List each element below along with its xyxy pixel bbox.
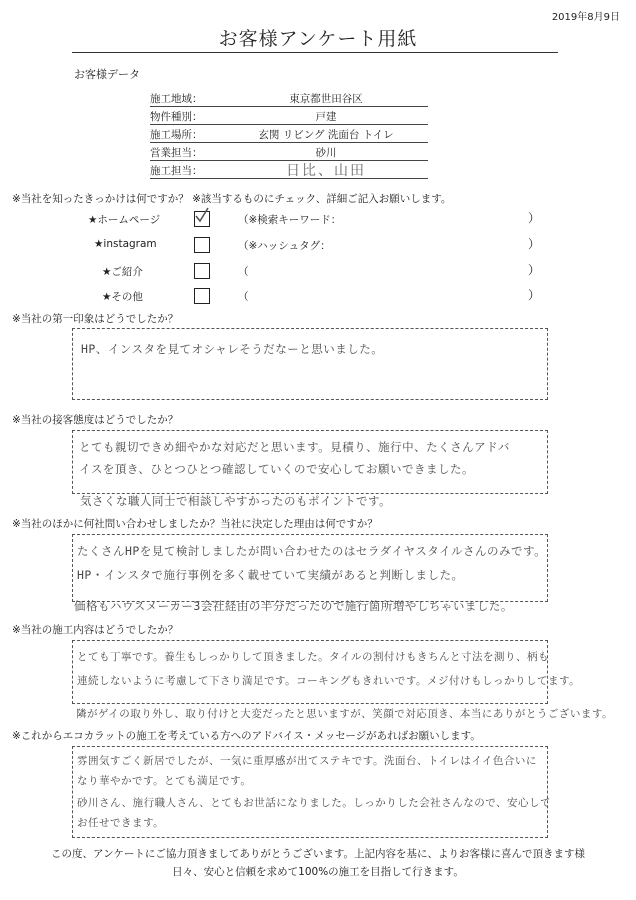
option-label-homepage: ★ホームページ	[88, 214, 161, 226]
info-label: 施工担当：	[150, 165, 203, 177]
info-value: 戸建	[315, 111, 337, 123]
answer-line: HP、インスタを見てオシャレそうだなーと思いました。	[81, 342, 384, 356]
detail-open-paren: （	[238, 291, 249, 303]
info-value: 東京都世田谷区	[289, 93, 363, 105]
info-value: 砂川	[315, 147, 337, 159]
detail-close-paren: ）	[528, 263, 541, 277]
footer-message-line1: この度、アンケートにご協力頂きましてありがとうございます。上記内容を基に、よりお客様に喜んで頂きます様	[50, 848, 586, 860]
detail-open-paren: （	[238, 266, 249, 278]
answer-line: 連続しないように考慮して下さり満足です。コーキングもきれいです。メジ付けもしっかりしてます。	[77, 675, 581, 687]
answer-line-overflow: 価格もハウスメーカー3会社経由の半分だったので施行箇所増やしちゃいました。	[74, 599, 513, 613]
info-row-location	[150, 124, 428, 143]
homepage-checkbox[interactable]	[194, 211, 210, 227]
answer-line: 砂川さん、施行職人さん、とてもお世話になりました。しっかりした会社さんなので、安心して	[77, 797, 552, 809]
info-row-area	[150, 88, 428, 107]
q5-question: ※当社の施工内容はどうでしたか？	[12, 624, 179, 636]
info-value: 玄関 リビング 洗面台 トイレ	[258, 129, 394, 141]
survey-date: 2019年8月9日	[551, 12, 620, 23]
q1-question: ※当社を知ったきっかけは何ですか？ ※該当するものにチェック、詳細ご記入お願いします。	[12, 193, 452, 205]
info-label: 施工地域：	[150, 93, 203, 105]
check-mark-icon	[193, 207, 211, 225]
answer-line: なり華やかです。とても満足です。	[77, 775, 252, 787]
q4-question: ※当社のほかに何社問い合わせしましたか？当社に決定した理由は何ですか？	[12, 518, 378, 530]
answer-line: とても丁寧です。養生もしっかりして頂きました。タイルの割付けもきちんと寸法を測り、柄も	[77, 651, 549, 663]
info-row-property-type	[150, 106, 428, 125]
option-label-other: ★その他	[102, 291, 143, 303]
q5-answer-box	[72, 640, 581, 704]
info-label: 営業担当：	[150, 147, 203, 159]
option-label-referral: ★ご紹介	[102, 266, 143, 278]
title-underline	[72, 52, 558, 53]
info-row-installer	[150, 160, 428, 179]
q6-answer-box	[72, 746, 552, 838]
option-label-instagram: ★instagram	[94, 238, 157, 250]
customer-data-label: お客様データ	[74, 68, 140, 81]
info-label: 物件種別：	[150, 111, 203, 123]
answer-line-overflow: 隣がゲイの取り外し、取り付けと大変だったと思いますが、笑顔で対応頂き、本当にありがとうございます。	[76, 708, 614, 720]
detail-label-hashtag: （※ハッシュタグ：	[238, 240, 331, 252]
detail-close-paren: ）	[528, 237, 541, 251]
referral-checkbox[interactable]	[194, 263, 210, 279]
answer-line: たくさんHPを見て検討しましたが問い合わせたのはセラダイヤスタイルさんのみです。	[77, 544, 547, 558]
answer-line: お任せできます。	[77, 817, 165, 829]
q4-answer-box	[72, 534, 548, 602]
detail-label-keyword: （※検索キーワード：	[238, 214, 342, 226]
info-label: 施工場所：	[150, 129, 203, 141]
answer-line: HP・インスタで施行事例を多く載せていて実績があると判断しました。	[77, 568, 464, 582]
q2-question: ※当社の第一印象はどうでしたか？	[12, 313, 179, 325]
q3-answer-box	[72, 430, 548, 494]
instagram-checkbox[interactable]	[194, 237, 210, 253]
detail-close-paren: ）	[528, 288, 541, 302]
q3-question: ※当社の接客態度はどうでしたか？	[12, 414, 179, 426]
answer-line: イスを頂き、ひとつひとつ確認していくので安心してお願いできました。	[79, 462, 474, 476]
footer-message-line2: 日々、安心と信頼を求めて100%の施工を目指して行きます。	[172, 866, 464, 878]
detail-close-paren: ）	[528, 211, 541, 225]
page-title: お客様アンケート用紙	[218, 28, 418, 50]
info-value-handwritten: 日比、山田	[286, 163, 366, 179]
other-checkbox[interactable]	[194, 288, 210, 304]
answer-line: 雰囲気すごく新居でしたが、一気に重厚感が出てステキです。洗面台、トイレはイイ色合いに	[77, 755, 537, 767]
answer-line: とても親切できめ細やかな対応だと思います。見積り、施行中、たくさんアドバ	[79, 440, 510, 454]
q6-question: ※これからエコカラットの施工を考えている方へのアドバイス・メッセージがあればお願いします。	[12, 730, 481, 742]
info-row-sales-rep	[150, 142, 428, 161]
q2-answer-box	[72, 328, 548, 400]
answer-line-overflow: 気さくな職人同士で相談しやすかったのもポイントです。	[80, 494, 392, 508]
